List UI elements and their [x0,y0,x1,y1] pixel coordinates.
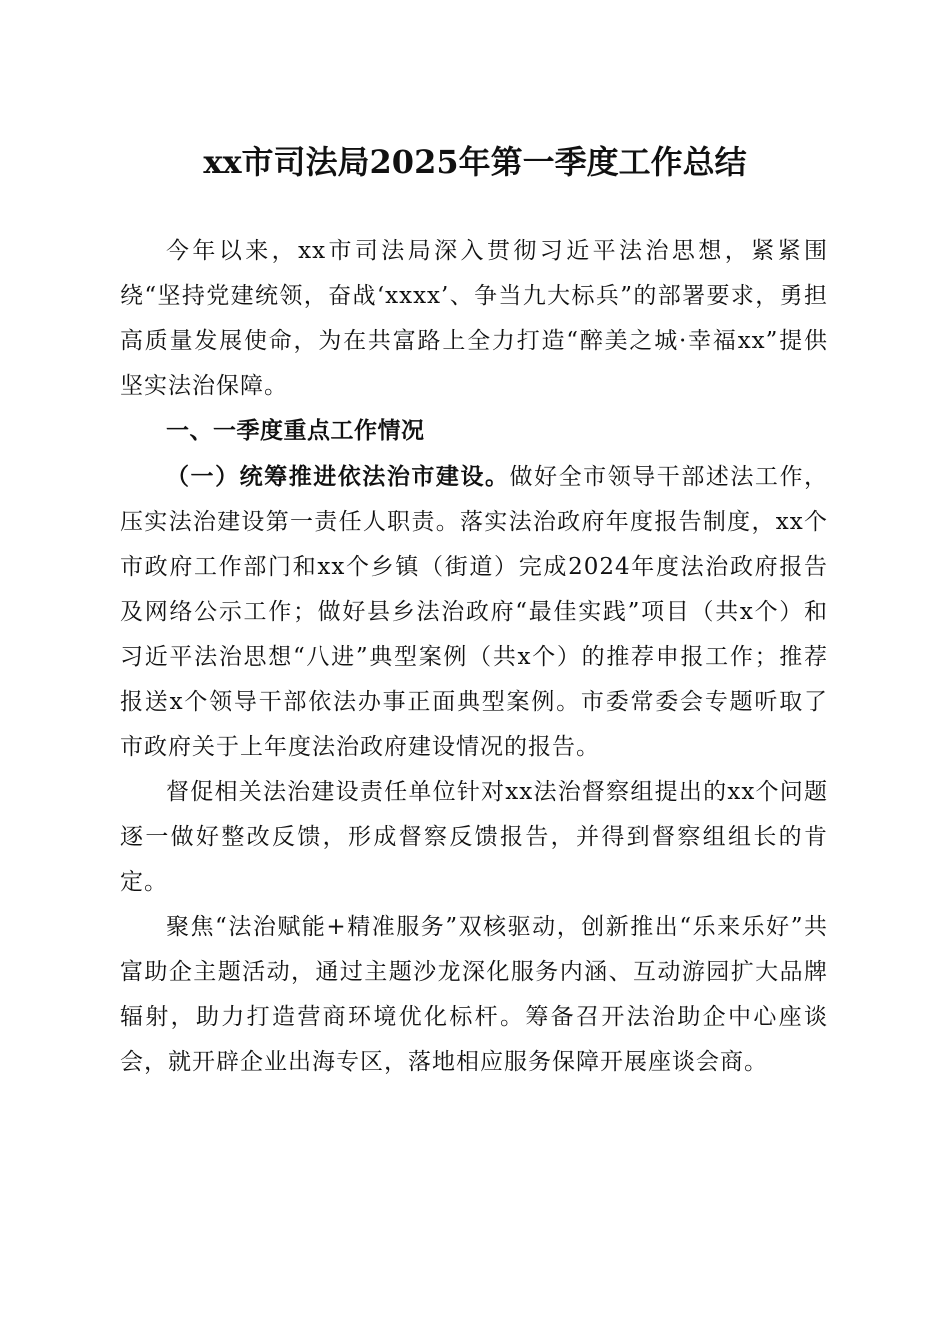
section-heading: 一、一季度重点工作情况 [166,418,425,444]
document-body [120,229,828,1085]
document-title: xx市司法局2025年第一季度工作总结 [203,143,747,181]
subsection-text: 做好全市领导干部述法工作，压实法治建设第一责任人职责。落实法治政府年度报告制度，xx个市政府工作部门和xx个乡镇（街道）完成2024年度法治政府报告及网络公示工作；做好县乡法治政府“最佳实践”项目（共x个）和习近平法治思想“八进”典型案例（共x个）的推荐申报工作；推荐报送x个领导干部依法办事正面典型案例。市委常委会专题听取了市政府关于上年度法治政府建设情况的报告。 [120,464,829,760]
subsection-heading: （一）统筹推进依法治市建设。 [166,463,510,490]
supervision-paragraph: 督促相关法治建设责任单位针对xx法治督察组提出的xx个问题逐一做好整改反馈，形成督察反馈报告，并得到督察组组长的肯定。 [120,779,828,895]
intro-paragraph: 今年以来，xx市司法局深入贯彻习近平法治思想，紧紧围绕“坚持党建统领，奋战‘xxxx’、争当九大标兵”的部署要求，勇担高质量发展使命，为在共富路上全力打造“醉美之城·幸福xx”提供坚实法治保障。 [120,238,828,399]
subsection-paragraph [120,454,828,770]
enterprise-service-paragraph: 聚焦“法治赋能+精准服务”双核驱动，创新推出“乐来乐好”共富助企主题活动，通过主题沙龙深化服务内涵、互动游园扩大品牌辐射，助力打造营商环境优化标杆。筹备召开法治助企中心座谈会，就开辟企业出海专区，落地相应服务保障开展座谈会商。 [120,914,828,1075]
